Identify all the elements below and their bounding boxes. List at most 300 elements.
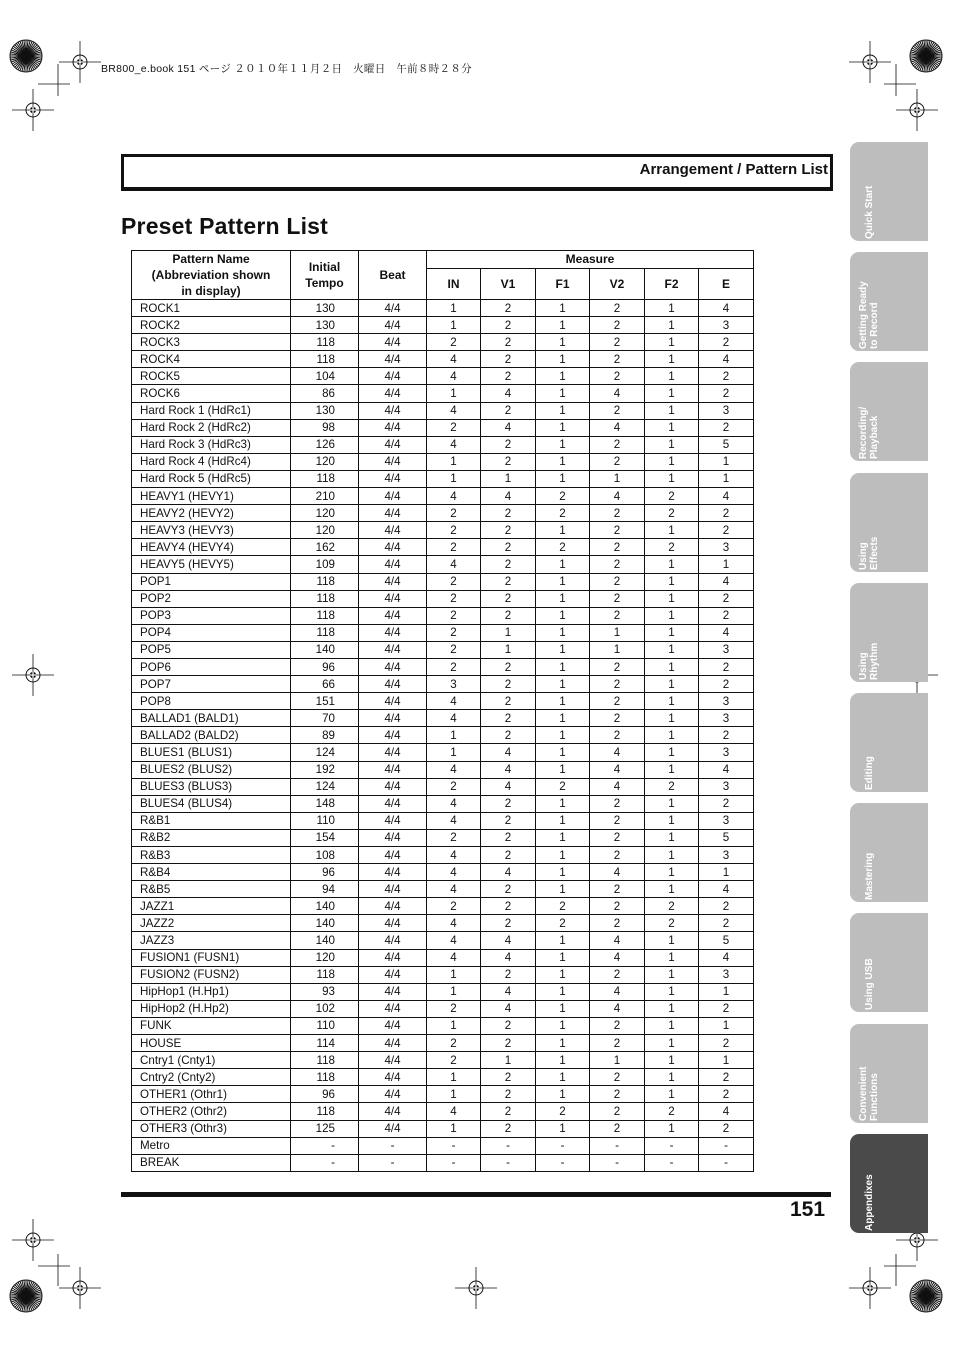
beat-cell: 4/4 [359, 470, 427, 487]
measure-cell: 1 [536, 658, 590, 675]
pattern-name-cell: R&B2 [132, 829, 291, 846]
pattern-name-cell: R&B1 [132, 812, 291, 829]
measure-cell: 2 [427, 624, 481, 641]
measure-cell: 1 [536, 453, 590, 470]
beat-cell: 4/4 [359, 1103, 427, 1120]
measure-cell: 1 [536, 1069, 590, 1086]
pattern-name-cell: FUSION1 (FUSN1) [132, 949, 291, 966]
pattern-name-cell: ROCK4 [132, 351, 291, 368]
table-row [132, 676, 754, 693]
measure-cell: 3 [699, 966, 754, 983]
measure-cell: 5 [699, 932, 754, 949]
measure-cell: 1 [645, 932, 699, 949]
table-row [132, 778, 754, 795]
measure-cell: 1 [645, 829, 699, 846]
crosshair-mark-icon [59, 41, 101, 83]
beat-cell: 4/4 [359, 898, 427, 915]
measure-cell: 4 [427, 864, 481, 881]
measure-cell: 4 [590, 983, 645, 1000]
measure-cell: 2 [481, 829, 536, 846]
measure-cell: 3 [699, 539, 754, 556]
measure-cell: 2 [481, 693, 536, 710]
measure-cell: 2 [590, 881, 645, 898]
measure-cell: 2 [590, 829, 645, 846]
tempo-cell: 124 [291, 744, 359, 761]
beat-cell: 4/4 [359, 317, 427, 334]
measure-cell: - [590, 1137, 645, 1154]
table-row [132, 1035, 754, 1052]
measure-cell: 2 [699, 898, 754, 915]
pattern-name-cell: ROCK5 [132, 368, 291, 385]
measure-cell: 1 [645, 727, 699, 744]
beat-cell: 4/4 [359, 949, 427, 966]
measure-cell: 1 [645, 453, 699, 470]
measure-cell: 1 [536, 556, 590, 573]
beat-cell: 4/4 [359, 488, 427, 505]
pattern-name-cell: HEAVY5 (HEVY5) [132, 556, 291, 573]
tempo-cell: 94 [291, 881, 359, 898]
tempo-cell: 118 [291, 590, 359, 607]
measure-cell: 2 [481, 317, 536, 334]
table-row [132, 983, 754, 1000]
measure-cell: 1 [590, 470, 645, 487]
header-measure-in: IN [427, 268, 481, 299]
table-row [132, 402, 754, 419]
measure-cell: 1 [645, 1035, 699, 1052]
measure-cell: 1 [536, 385, 590, 402]
measure-cell: 1 [645, 402, 699, 419]
beat-cell: 4/4 [359, 658, 427, 675]
tempo-cell: 66 [291, 676, 359, 693]
measure-cell: 1 [645, 1052, 699, 1069]
measure-cell: 1 [645, 573, 699, 590]
measure-cell: 2 [590, 453, 645, 470]
beat-cell: 4/4 [359, 1052, 427, 1069]
measure-cell: 2 [481, 300, 536, 317]
bottom-rule [121, 1192, 831, 1197]
tempo-cell: 126 [291, 436, 359, 453]
measure-cell: - [427, 1154, 481, 1171]
tempo-cell: 96 [291, 1086, 359, 1103]
table-row [132, 624, 754, 641]
table-row [132, 453, 754, 470]
measure-cell: 1 [645, 641, 699, 658]
table-row [132, 419, 754, 436]
measure-cell: 2 [481, 1086, 536, 1103]
table-row [132, 317, 754, 334]
beat-cell: 4/4 [359, 1035, 427, 1052]
measure-cell: 1 [645, 1120, 699, 1137]
table-row [132, 693, 754, 710]
tempo-cell: 98 [291, 419, 359, 436]
measure-cell: 4 [481, 932, 536, 949]
measure-cell: 1 [645, 419, 699, 436]
measure-cell: 1 [645, 864, 699, 881]
page-number: 151 [790, 1198, 826, 1221]
measure-cell: 2 [590, 847, 645, 864]
measure-cell: 4 [481, 744, 536, 761]
measure-cell: 4 [590, 864, 645, 881]
header-beat: Beat [359, 251, 427, 300]
pattern-name-cell: BLUES1 (BLUS1) [132, 744, 291, 761]
beat-cell: 4/4 [359, 573, 427, 590]
pattern-name-cell: JAZZ1 [132, 898, 291, 915]
header-measure-e: E [699, 268, 754, 299]
measure-cell: 2 [427, 829, 481, 846]
tempo-cell: 120 [291, 949, 359, 966]
tempo-cell: 110 [291, 812, 359, 829]
pattern-name-cell: OTHER2 (Othr2) [132, 1103, 291, 1120]
side-tab-label: Recording/ Playback [858, 407, 880, 460]
pattern-name-cell: ROCK6 [132, 385, 291, 402]
tempo-cell: - [291, 1154, 359, 1171]
measure-cell: 2 [481, 1103, 536, 1120]
beat-cell: 4/4 [359, 1086, 427, 1103]
measure-cell: 1 [699, 1017, 754, 1034]
side-tab-mastering[interactable] [850, 803, 928, 902]
tempo-cell: 96 [291, 658, 359, 675]
measure-cell: 1 [536, 795, 590, 812]
beat-cell: 4/4 [359, 351, 427, 368]
measure-cell: 2 [590, 573, 645, 590]
measure-cell: 2 [645, 778, 699, 795]
crosshair-mark-icon [849, 41, 891, 83]
measure-cell: 2 [699, 590, 754, 607]
measure-cell: 1 [645, 983, 699, 1000]
measure-cell: 1 [699, 556, 754, 573]
measure-cell: 2 [590, 351, 645, 368]
measure-cell: 1 [536, 624, 590, 641]
tempo-cell: 118 [291, 334, 359, 351]
measure-cell: - [427, 1137, 481, 1154]
pattern-name-cell: BLUES4 (BLUS4) [132, 795, 291, 812]
pattern-name-cell: HOUSE [132, 1035, 291, 1052]
measure-cell: 1 [699, 864, 754, 881]
table-row [132, 539, 754, 556]
crosshair-mark-icon [455, 1267, 497, 1309]
measure-cell: 4 [427, 436, 481, 453]
crosshair-mark-icon [12, 89, 54, 131]
table-row [132, 590, 754, 607]
side-tab-getting-ready-to-record[interactable] [850, 252, 928, 351]
measure-cell: 1 [536, 1017, 590, 1034]
measure-cell: 2 [481, 1017, 536, 1034]
table-row [132, 385, 754, 402]
beat-cell: 4/4 [359, 300, 427, 317]
tempo-cell: 86 [291, 385, 359, 402]
measure-cell: 2 [590, 556, 645, 573]
beat-cell: 4/4 [359, 1017, 427, 1034]
measure-cell: 1 [536, 590, 590, 607]
beat-cell: 4/4 [359, 812, 427, 829]
print-header: BR800_e.book 151 ページ ２０１０年１１月２日 火曜日 午前８時２８分 [101, 63, 472, 75]
measure-cell: 1 [645, 812, 699, 829]
table-row [132, 1052, 754, 1069]
measure-cell: 2 [699, 795, 754, 812]
measure-cell: 4 [590, 1000, 645, 1017]
crosshair-mark-icon [896, 89, 938, 131]
tempo-cell: 140 [291, 898, 359, 915]
measure-cell: - [699, 1154, 754, 1171]
measure-cell: 1 [536, 676, 590, 693]
measure-cell: 2 [590, 590, 645, 607]
header-measure-f2: F2 [645, 268, 699, 299]
measure-cell: 2 [481, 368, 536, 385]
table-row [132, 522, 754, 539]
measure-cell: - [645, 1137, 699, 1154]
measure-cell: 1 [481, 1052, 536, 1069]
measure-cell: 1 [427, 1120, 481, 1137]
measure-cell: 4 [590, 932, 645, 949]
measure-cell: 1 [590, 624, 645, 641]
side-tab-using-rhythm[interactable] [850, 583, 928, 682]
table-row [132, 470, 754, 487]
measure-cell: 2 [427, 778, 481, 795]
side-tab-recording-playback[interactable] [850, 362, 928, 461]
side-tab-label: Quick Start [863, 185, 875, 239]
measure-cell: 2 [590, 368, 645, 385]
measure-cell: 1 [536, 1086, 590, 1103]
pattern-name-cell: Hard Rock 3 (HdRc3) [132, 436, 291, 453]
measure-cell: 2 [427, 590, 481, 607]
beat-cell: 4/4 [359, 983, 427, 1000]
tempo-cell: 130 [291, 317, 359, 334]
pattern-name-cell: Cntry2 (Cnty2) [132, 1069, 291, 1086]
measure-cell: 1 [645, 351, 699, 368]
measure-cell: 1 [645, 1086, 699, 1103]
measure-cell: 2 [590, 1086, 645, 1103]
pattern-name-cell: POP5 [132, 641, 291, 658]
side-tab-label: Using USB [863, 958, 875, 1011]
measure-cell: 1 [536, 693, 590, 710]
table-row [132, 966, 754, 983]
measure-cell: 1 [427, 1086, 481, 1103]
measure-cell: 3 [427, 676, 481, 693]
pattern-name-cell: Hard Rock 1 (HdRc1) [132, 402, 291, 419]
measure-cell: 2 [590, 607, 645, 624]
measure-cell: 1 [645, 710, 699, 727]
measure-cell: 2 [427, 419, 481, 436]
beat-cell: 4/4 [359, 932, 427, 949]
measure-cell: 1 [536, 1000, 590, 1017]
beat-cell: 4/4 [359, 915, 427, 932]
measure-cell: 2 [481, 556, 536, 573]
tempo-cell: 118 [291, 1052, 359, 1069]
measure-cell: 2 [699, 1000, 754, 1017]
tempo-cell: 108 [291, 847, 359, 864]
measure-cell: 2 [481, 1035, 536, 1052]
tempo-cell: 120 [291, 522, 359, 539]
table-row [132, 1120, 754, 1137]
pattern-name-cell: HEAVY3 (HEVY3) [132, 522, 291, 539]
measure-cell: 3 [699, 812, 754, 829]
side-tab-convenient-functions[interactable] [850, 1024, 928, 1123]
measure-cell: 3 [699, 317, 754, 334]
measure-cell: 1 [590, 1052, 645, 1069]
beat-cell: 4/4 [359, 847, 427, 864]
measure-cell: 2 [427, 573, 481, 590]
measure-cell: 2 [699, 658, 754, 675]
measure-cell: 4 [427, 881, 481, 898]
pattern-name-cell: ROCK1 [132, 300, 291, 317]
measure-cell: 2 [536, 1103, 590, 1120]
measure-cell: 1 [645, 300, 699, 317]
measure-cell: 1 [645, 693, 699, 710]
beat-cell: 4/4 [359, 334, 427, 351]
tempo-cell: 118 [291, 573, 359, 590]
measure-cell: 4 [427, 693, 481, 710]
table-row [132, 812, 754, 829]
beat-cell: 4/4 [359, 710, 427, 727]
measure-cell: 1 [645, 795, 699, 812]
beat-cell: 4/4 [359, 966, 427, 983]
measure-cell: 1 [536, 334, 590, 351]
measure-cell: 1 [536, 829, 590, 846]
header-pattern-name: Pattern Name (Abbreviation shown in display) [132, 251, 291, 300]
pattern-name-cell: HEAVY2 (HEVY2) [132, 505, 291, 522]
measure-cell: 1 [536, 607, 590, 624]
section-header-title: Arrangement / Pattern List [639, 161, 828, 178]
pattern-name-cell: JAZZ2 [132, 915, 291, 932]
table-row [132, 761, 754, 778]
side-tab-using-usb[interactable] [850, 913, 928, 1012]
measure-cell: 4 [481, 1000, 536, 1017]
measure-cell: 4 [427, 368, 481, 385]
side-tab-label: Mastering [863, 852, 875, 901]
measure-cell: 2 [427, 898, 481, 915]
measure-cell: 2 [427, 658, 481, 675]
measure-cell: 3 [699, 710, 754, 727]
measure-cell: - [699, 1137, 754, 1154]
measure-cell: 4 [590, 744, 645, 761]
pattern-name-cell: BALLAD1 (BALD1) [132, 710, 291, 727]
starburst-mark-icon [910, 40, 942, 72]
measure-cell: 2 [536, 539, 590, 556]
table-row [132, 488, 754, 505]
tempo-cell: 118 [291, 470, 359, 487]
measure-cell: 2 [699, 385, 754, 402]
pattern-name-cell: POP1 [132, 573, 291, 590]
measure-cell: 1 [645, 590, 699, 607]
side-tab-using-effects[interactable] [850, 473, 928, 572]
table-row [132, 864, 754, 881]
measure-cell: 5 [699, 436, 754, 453]
header-initial-tempo: Initial Tempo [291, 251, 359, 300]
table-row [132, 334, 754, 351]
measure-cell: 1 [536, 419, 590, 436]
beat-cell: 4/4 [359, 795, 427, 812]
page-title: Preset Pattern List [121, 213, 329, 239]
table-row [132, 300, 754, 317]
tempo-cell: 130 [291, 300, 359, 317]
measure-cell: 1 [645, 317, 699, 334]
measure-cell: 1 [699, 453, 754, 470]
measure-cell: 2 [699, 607, 754, 624]
table-row [132, 915, 754, 932]
beat-cell: 4/4 [359, 522, 427, 539]
pattern-name-cell: Hard Rock 2 (HdRc2) [132, 419, 291, 436]
beat-cell: - [359, 1154, 427, 1171]
pattern-name-cell: BREAK [132, 1154, 291, 1171]
pattern-name-cell: Hard Rock 4 (HdRc4) [132, 453, 291, 470]
tempo-cell: 104 [291, 368, 359, 385]
measure-cell: 1 [536, 949, 590, 966]
side-tab-editing[interactable] [850, 693, 928, 792]
table-row [132, 1069, 754, 1086]
measure-cell: 2 [645, 898, 699, 915]
table-row [132, 795, 754, 812]
tempo-cell: 124 [291, 778, 359, 795]
side-tab-quick-start[interactable] [850, 142, 928, 241]
measure-cell: 2 [481, 881, 536, 898]
measure-cell: 4 [590, 419, 645, 436]
table-row [132, 505, 754, 522]
measure-cell: 2 [590, 436, 645, 453]
measure-cell: 2 [427, 1052, 481, 1069]
tempo-cell: 89 [291, 727, 359, 744]
measure-cell: 2 [645, 488, 699, 505]
measure-cell: 2 [536, 488, 590, 505]
measure-cell: 1 [645, 436, 699, 453]
pattern-name-cell: HEAVY4 (HEVY4) [132, 539, 291, 556]
table-row [132, 932, 754, 949]
measure-cell: 2 [699, 522, 754, 539]
measure-cell: 2 [481, 966, 536, 983]
measure-cell: 2 [590, 710, 645, 727]
tempo-cell: 154 [291, 829, 359, 846]
measure-cell: 1 [427, 1017, 481, 1034]
beat-cell: 4/4 [359, 693, 427, 710]
measure-cell: 4 [481, 488, 536, 505]
measure-cell: 4 [427, 710, 481, 727]
table-row [132, 351, 754, 368]
measure-cell: 1 [536, 881, 590, 898]
measure-cell: 1 [427, 453, 481, 470]
measure-cell: 2 [481, 1120, 536, 1137]
measure-cell: 2 [699, 1086, 754, 1103]
measure-cell: 2 [590, 522, 645, 539]
measure-cell: 1 [427, 300, 481, 317]
measure-cell: 2 [590, 1069, 645, 1086]
pattern-name-cell: BLUES2 (BLUS2) [132, 761, 291, 778]
side-tab-label: Convenient Functions [858, 1066, 880, 1121]
measure-cell: 4 [481, 385, 536, 402]
measure-cell: 4 [590, 761, 645, 778]
measure-cell: 1 [427, 744, 481, 761]
measure-cell: 4 [427, 932, 481, 949]
beat-cell: 4/4 [359, 641, 427, 658]
measure-cell: 1 [536, 727, 590, 744]
beat-cell: 4/4 [359, 676, 427, 693]
measure-cell: 4 [481, 864, 536, 881]
measure-cell: 1 [536, 1052, 590, 1069]
tempo-cell: 118 [291, 1069, 359, 1086]
beat-cell: 4/4 [359, 607, 427, 624]
pattern-name-cell: JAZZ3 [132, 932, 291, 949]
side-tab-appendixes[interactable] [850, 1134, 928, 1233]
pattern-name-cell: POP8 [132, 693, 291, 710]
pattern-name-cell: HipHop2 (H.Hp2) [132, 1000, 291, 1017]
table-row [132, 898, 754, 915]
measure-cell: 1 [481, 470, 536, 487]
measure-cell: 2 [481, 1069, 536, 1086]
beat-cell: 4/4 [359, 624, 427, 641]
table-row [132, 1154, 754, 1171]
measure-cell: 2 [590, 676, 645, 693]
table-row [132, 607, 754, 624]
measure-cell: 1 [536, 744, 590, 761]
measure-cell: 2 [481, 402, 536, 419]
